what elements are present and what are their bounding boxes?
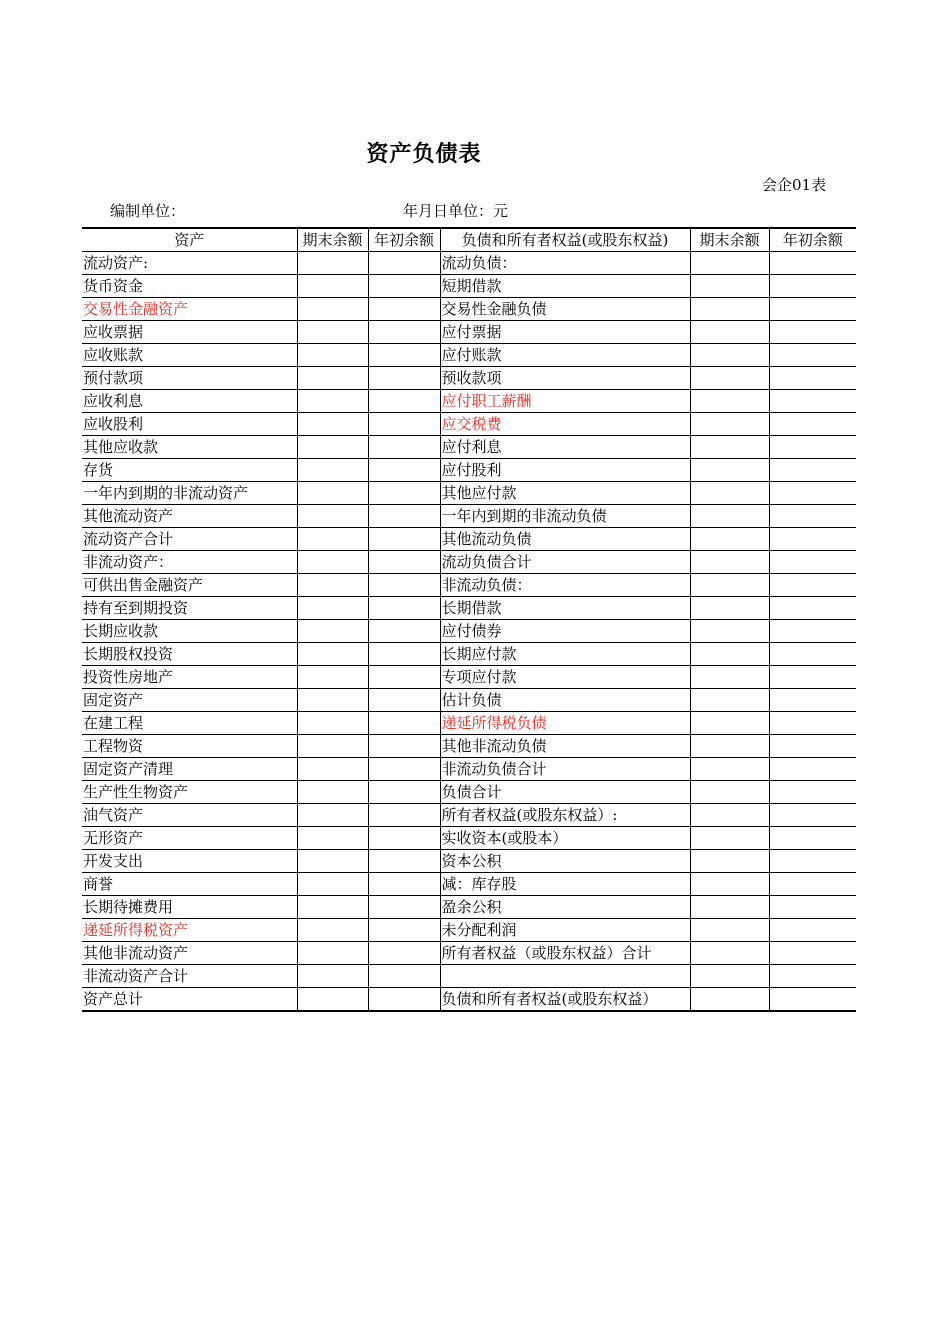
asset-begin-balance-cell[interactable] <box>368 436 440 459</box>
asset-begin-balance-cell[interactable] <box>368 827 440 850</box>
liability-begin-balance-cell[interactable] <box>769 804 856 827</box>
asset-end-balance-cell[interactable] <box>297 712 368 735</box>
asset-begin-balance-cell[interactable] <box>368 298 440 321</box>
asset-begin-balance-cell[interactable] <box>368 459 440 482</box>
asset-item-label: 资产总计 <box>82 988 297 1012</box>
table-row <box>82 666 856 689</box>
asset-end-balance-cell[interactable] <box>297 321 368 344</box>
asset-end-balance-cell[interactable] <box>297 597 368 620</box>
liability-end-balance-cell[interactable] <box>690 459 769 482</box>
liability-item-label: 负债合计 <box>440 781 690 804</box>
asset-begin-balance-cell[interactable] <box>368 988 440 1012</box>
table-row <box>82 252 856 275</box>
table-row <box>82 574 856 597</box>
asset-begin-balance-cell[interactable] <box>368 505 440 528</box>
table-row <box>82 689 856 712</box>
liability-begin-balance-cell[interactable] <box>769 390 856 413</box>
asset-item-label: 持有至到期投资 <box>82 597 297 620</box>
liability-item-label: 应付票据 <box>440 321 690 344</box>
liability-end-balance-cell[interactable] <box>690 321 769 344</box>
liability-item-label: 长期应付款 <box>440 643 690 666</box>
prepared-by-label: 编制单位： <box>110 202 186 220</box>
asset-item-label: 存货 <box>82 459 297 482</box>
liability-item-label: 应交税费 <box>440 413 690 436</box>
asset-begin-balance-cell[interactable] <box>368 597 440 620</box>
asset-begin-balance-cell[interactable] <box>368 482 440 505</box>
liability-end-balance-cell[interactable] <box>690 988 769 1012</box>
asset-end-balance-cell[interactable] <box>297 873 368 896</box>
asset-item-label: 应收账款 <box>82 344 297 367</box>
liability-item-label: 非流动负债合计 <box>440 758 690 781</box>
table-row <box>82 919 856 942</box>
liability-begin-balance-cell[interactable] <box>769 735 856 758</box>
liability-end-balance-cell[interactable] <box>690 344 769 367</box>
table-row <box>82 620 856 643</box>
table-row <box>82 482 856 505</box>
asset-item-label: 非流动资产合计 <box>82 965 297 988</box>
liability-item-label: 应付债券 <box>440 620 690 643</box>
asset-begin-balance-cell[interactable] <box>368 620 440 643</box>
liability-end-balance-cell[interactable] <box>690 528 769 551</box>
asset-item-label: 生产性生物资产 <box>82 781 297 804</box>
asset-begin-balance-cell[interactable] <box>368 367 440 390</box>
asset-end-balance-cell[interactable] <box>297 850 368 873</box>
asset-begin-balance-cell[interactable] <box>368 896 440 919</box>
asset-item-label: 货币资金 <box>82 275 297 298</box>
liability-item-label: 流动负债合计 <box>440 551 690 574</box>
asset-end-balance-cell[interactable] <box>297 482 368 505</box>
liability-item-label: 一年内到期的非流动负债 <box>440 505 690 528</box>
liability-item-label: 专项应付款 <box>440 666 690 689</box>
liability-item-label: 非流动负债： <box>440 574 690 597</box>
liability-begin-balance-cell[interactable] <box>769 781 856 804</box>
liability-item-label: 减：库存股 <box>440 873 690 896</box>
asset-end-balance-cell[interactable] <box>297 528 368 551</box>
asset-begin-balance-cell[interactable] <box>368 574 440 597</box>
asset-end-balance-cell[interactable] <box>297 344 368 367</box>
asset-end-balance-cell[interactable] <box>297 413 368 436</box>
table-row <box>82 459 856 482</box>
liability-begin-balance-cell[interactable] <box>769 252 856 275</box>
liability-begin-balance-cell[interactable] <box>769 275 856 298</box>
liability-begin-balance-cell[interactable] <box>769 620 856 643</box>
asset-end-balance-cell[interactable] <box>297 988 368 1012</box>
table-row <box>82 850 856 873</box>
liability-end-balance-cell[interactable] <box>690 804 769 827</box>
asset-end-balance-cell[interactable] <box>297 620 368 643</box>
liability-begin-balance-cell[interactable] <box>769 758 856 781</box>
liability-begin-balance-cell[interactable] <box>769 666 856 689</box>
asset-end-balance-cell[interactable] <box>297 252 368 275</box>
asset-begin-balance-cell[interactable] <box>368 528 440 551</box>
asset-end-balance-cell[interactable] <box>297 781 368 804</box>
liability-item-label: 短期借款 <box>440 275 690 298</box>
table-row <box>82 942 856 965</box>
liability-item-label: 预收款项 <box>440 367 690 390</box>
asset-item-label: 其他非流动资产 <box>82 942 297 965</box>
table-row <box>82 781 856 804</box>
liability-end-balance-cell[interactable] <box>690 919 769 942</box>
asset-end-balance-cell[interactable] <box>297 459 368 482</box>
liability-begin-balance-cell[interactable] <box>769 689 856 712</box>
liability-item-label: 交易性金融负债 <box>440 298 690 321</box>
liability-begin-balance-cell[interactable] <box>769 551 856 574</box>
liability-end-balance-cell[interactable] <box>690 367 769 390</box>
asset-begin-balance-cell[interactable] <box>368 919 440 942</box>
liability-end-balance-cell[interactable] <box>690 413 769 436</box>
asset-begin-balance-cell[interactable] <box>368 666 440 689</box>
asset-end-balance-cell[interactable] <box>297 275 368 298</box>
liability-item-label: 估计负债 <box>440 689 690 712</box>
table-row <box>82 528 856 551</box>
asset-item-label: 长期股权投资 <box>82 643 297 666</box>
table-row <box>82 551 856 574</box>
liability-end-balance-cell[interactable] <box>690 482 769 505</box>
asset-item-label: 流动资产合计 <box>82 528 297 551</box>
asset-end-balance-cell[interactable] <box>297 965 368 988</box>
asset-end-balance-cell[interactable] <box>297 896 368 919</box>
asset-item-label: 流动资产: <box>82 252 297 275</box>
liability-item-label: 应付利息 <box>440 436 690 459</box>
liability-end-balance-cell[interactable] <box>690 436 769 459</box>
liability-end-balance-cell[interactable] <box>690 827 769 850</box>
table-row <box>82 436 856 459</box>
liability-end-balance-cell[interactable] <box>690 643 769 666</box>
liability-end-balance-cell[interactable] <box>690 574 769 597</box>
liability-begin-balance-cell[interactable] <box>769 919 856 942</box>
liability-begin-balance-cell[interactable] <box>769 643 856 666</box>
asset-item-label: 长期待摊费用 <box>82 896 297 919</box>
liability-end-balance-cell[interactable] <box>690 873 769 896</box>
liability-begin-balance-cell[interactable] <box>769 574 856 597</box>
page-title: 资产负债表 <box>366 141 482 167</box>
header-asset-begin-balance: 年初余额 <box>368 228 440 252</box>
asset-item-label: 应收股利 <box>82 413 297 436</box>
asset-begin-balance-cell[interactable] <box>368 735 440 758</box>
liability-item-label: 其他应付款 <box>440 482 690 505</box>
table-row <box>82 735 856 758</box>
asset-begin-balance-cell[interactable] <box>368 965 440 988</box>
liability-item-label <box>440 965 690 988</box>
asset-end-balance-cell[interactable] <box>297 666 368 689</box>
asset-end-balance-cell[interactable] <box>297 298 368 321</box>
liability-begin-balance-cell[interactable] <box>769 367 856 390</box>
asset-begin-balance-cell[interactable] <box>368 758 440 781</box>
asset-end-balance-cell[interactable] <box>297 735 368 758</box>
asset-item-label: 应收票据 <box>82 321 297 344</box>
table-row <box>82 804 856 827</box>
asset-end-balance-cell[interactable] <box>297 689 368 712</box>
liability-end-balance-cell[interactable] <box>690 712 769 735</box>
header-assets: 资产 <box>82 228 297 252</box>
liability-begin-balance-cell[interactable] <box>769 528 856 551</box>
asset-item-label: 工程物资 <box>82 735 297 758</box>
liability-item-label: 实收资本(或股本） <box>440 827 690 850</box>
asset-end-balance-cell[interactable] <box>297 804 368 827</box>
liability-end-balance-cell[interactable] <box>690 252 769 275</box>
table-row <box>82 643 856 666</box>
asset-begin-balance-cell[interactable] <box>368 781 440 804</box>
header-asset-end-balance: 期末余额 <box>297 228 368 252</box>
liability-end-balance-cell[interactable] <box>690 689 769 712</box>
liability-begin-balance-cell[interactable] <box>769 298 856 321</box>
table-row <box>82 321 856 344</box>
liability-end-balance-cell[interactable] <box>690 758 769 781</box>
asset-item-label: 一年内到期的非流动资产 <box>82 482 297 505</box>
liability-item-label: 递延所得税负债 <box>440 712 690 735</box>
table-row <box>82 896 856 919</box>
asset-item-label: 开发支出 <box>82 850 297 873</box>
asset-item-label: 递延所得税资产 <box>82 919 297 942</box>
liability-item-label: 未分配利润 <box>440 919 690 942</box>
asset-item-label: 无形资产 <box>82 827 297 850</box>
asset-item-label: 其他应收款 <box>82 436 297 459</box>
asset-end-balance-cell[interactable] <box>297 551 368 574</box>
liability-item-label: 所有者权益（或股东权益）合计 <box>440 942 690 965</box>
liability-begin-balance-cell[interactable] <box>769 712 856 735</box>
liability-begin-balance-cell[interactable] <box>769 827 856 850</box>
asset-begin-balance-cell[interactable] <box>368 413 440 436</box>
liability-begin-balance-cell[interactable] <box>769 482 856 505</box>
liability-item-label: 应付职工薪酬 <box>440 390 690 413</box>
asset-end-balance-cell[interactable] <box>297 505 368 528</box>
asset-item-label: 固定资产清理 <box>82 758 297 781</box>
asset-end-balance-cell[interactable] <box>297 758 368 781</box>
asset-begin-balance-cell[interactable] <box>368 942 440 965</box>
liability-end-balance-cell[interactable] <box>690 965 769 988</box>
liability-begin-balance-cell[interactable] <box>769 850 856 873</box>
liability-begin-balance-cell[interactable] <box>769 505 856 528</box>
table-row <box>82 367 856 390</box>
liability-end-balance-cell[interactable] <box>690 896 769 919</box>
asset-end-balance-cell[interactable] <box>297 919 368 942</box>
liability-end-balance-cell[interactable] <box>690 781 769 804</box>
liability-item-label: 其他流动负债 <box>440 528 690 551</box>
liability-end-balance-cell[interactable] <box>690 505 769 528</box>
table-row <box>82 344 856 367</box>
form-code: 会企01表 <box>762 176 827 194</box>
liability-begin-balance-cell[interactable] <box>769 896 856 919</box>
liability-item-label: 应付账款 <box>440 344 690 367</box>
asset-item-label: 可供出售金融资产 <box>82 574 297 597</box>
asset-begin-balance-cell[interactable] <box>368 344 440 367</box>
asset-end-balance-cell[interactable] <box>297 436 368 459</box>
liability-end-balance-cell[interactable] <box>690 551 769 574</box>
liability-item-label: 所有者权益(或股东权益）: <box>440 804 690 827</box>
asset-item-label: 投资性房地产 <box>82 666 297 689</box>
liability-end-balance-cell[interactable] <box>690 275 769 298</box>
liability-begin-balance-cell[interactable] <box>769 321 856 344</box>
liability-end-balance-cell[interactable] <box>690 735 769 758</box>
liability-begin-balance-cell[interactable] <box>769 459 856 482</box>
asset-begin-balance-cell[interactable] <box>368 850 440 873</box>
table-row <box>82 827 856 850</box>
asset-end-balance-cell[interactable] <box>297 574 368 597</box>
liability-end-balance-cell[interactable] <box>690 298 769 321</box>
asset-item-label: 预付款项 <box>82 367 297 390</box>
liability-begin-balance-cell[interactable] <box>769 873 856 896</box>
liability-item-label: 流动负债： <box>440 252 690 275</box>
liability-begin-balance-cell[interactable] <box>769 965 856 988</box>
asset-end-balance-cell[interactable] <box>297 367 368 390</box>
liability-end-balance-cell[interactable] <box>690 666 769 689</box>
asset-end-balance-cell[interactable] <box>297 643 368 666</box>
table-row <box>82 965 856 988</box>
table-row <box>82 597 856 620</box>
balance-sheet-table <box>82 227 856 1012</box>
asset-item-label: 油气资产 <box>82 804 297 827</box>
asset-begin-balance-cell[interactable] <box>368 252 440 275</box>
asset-end-balance-cell[interactable] <box>297 827 368 850</box>
asset-item-label: 长期应收款 <box>82 620 297 643</box>
asset-begin-balance-cell[interactable] <box>368 551 440 574</box>
liability-end-balance-cell[interactable] <box>690 390 769 413</box>
asset-item-label: 其他流动资产 <box>82 505 297 528</box>
asset-begin-balance-cell[interactable] <box>368 321 440 344</box>
asset-begin-balance-cell[interactable] <box>368 643 440 666</box>
table-row <box>82 298 856 321</box>
asset-begin-balance-cell[interactable] <box>368 390 440 413</box>
table-row <box>82 413 856 436</box>
asset-item-label: 在建工程 <box>82 712 297 735</box>
table-row <box>82 873 856 896</box>
liability-end-balance-cell[interactable] <box>690 620 769 643</box>
liability-item-label: 应付股利 <box>440 459 690 482</box>
liability-begin-balance-cell[interactable] <box>769 413 856 436</box>
asset-begin-balance-cell[interactable] <box>368 712 440 735</box>
asset-begin-balance-cell[interactable] <box>368 804 440 827</box>
table-row <box>82 758 856 781</box>
table-row <box>82 988 856 1012</box>
table-row <box>82 505 856 528</box>
asset-begin-balance-cell[interactable] <box>368 689 440 712</box>
asset-end-balance-cell[interactable] <box>297 390 368 413</box>
liability-item-label: 长期借款 <box>440 597 690 620</box>
liability-end-balance-cell[interactable] <box>690 850 769 873</box>
liability-end-balance-cell[interactable] <box>690 942 769 965</box>
liability-begin-balance-cell[interactable] <box>769 344 856 367</box>
date-unit-label: 年月日单位：元 <box>403 202 509 220</box>
table-header-row <box>82 228 856 252</box>
liability-begin-balance-cell[interactable] <box>769 942 856 965</box>
table-row <box>82 275 856 298</box>
asset-begin-balance-cell[interactable] <box>368 873 440 896</box>
header-liab-end-balance: 期末余额 <box>690 228 769 252</box>
liability-item-label: 盈余公积 <box>440 896 690 919</box>
liability-begin-balance-cell[interactable] <box>769 597 856 620</box>
asset-item-label: 交易性金融资产 <box>82 298 297 321</box>
asset-begin-balance-cell[interactable] <box>368 275 440 298</box>
liability-item-label: 负债和所有者权益(或股东权益） <box>440 988 690 1012</box>
table-row <box>82 390 856 413</box>
header-liab-begin-balance: 年初余额 <box>769 228 856 252</box>
liability-begin-balance-cell[interactable] <box>769 436 856 459</box>
liability-end-balance-cell[interactable] <box>690 597 769 620</box>
asset-item-label: 固定资产 <box>82 689 297 712</box>
liability-item-label: 其他非流动负债 <box>440 735 690 758</box>
asset-item-label: 应收利息 <box>82 390 297 413</box>
asset-end-balance-cell[interactable] <box>297 942 368 965</box>
table-row <box>82 712 856 735</box>
table-body <box>82 252 856 1012</box>
liability-item-label: 资本公积 <box>440 850 690 873</box>
asset-item-label: 非流动资产： <box>82 551 297 574</box>
liability-begin-balance-cell[interactable] <box>769 988 856 1012</box>
header-liabilities-equity: 负债和所有者权益(或股东权益) <box>440 228 690 252</box>
asset-item-label: 商誉 <box>82 873 297 896</box>
